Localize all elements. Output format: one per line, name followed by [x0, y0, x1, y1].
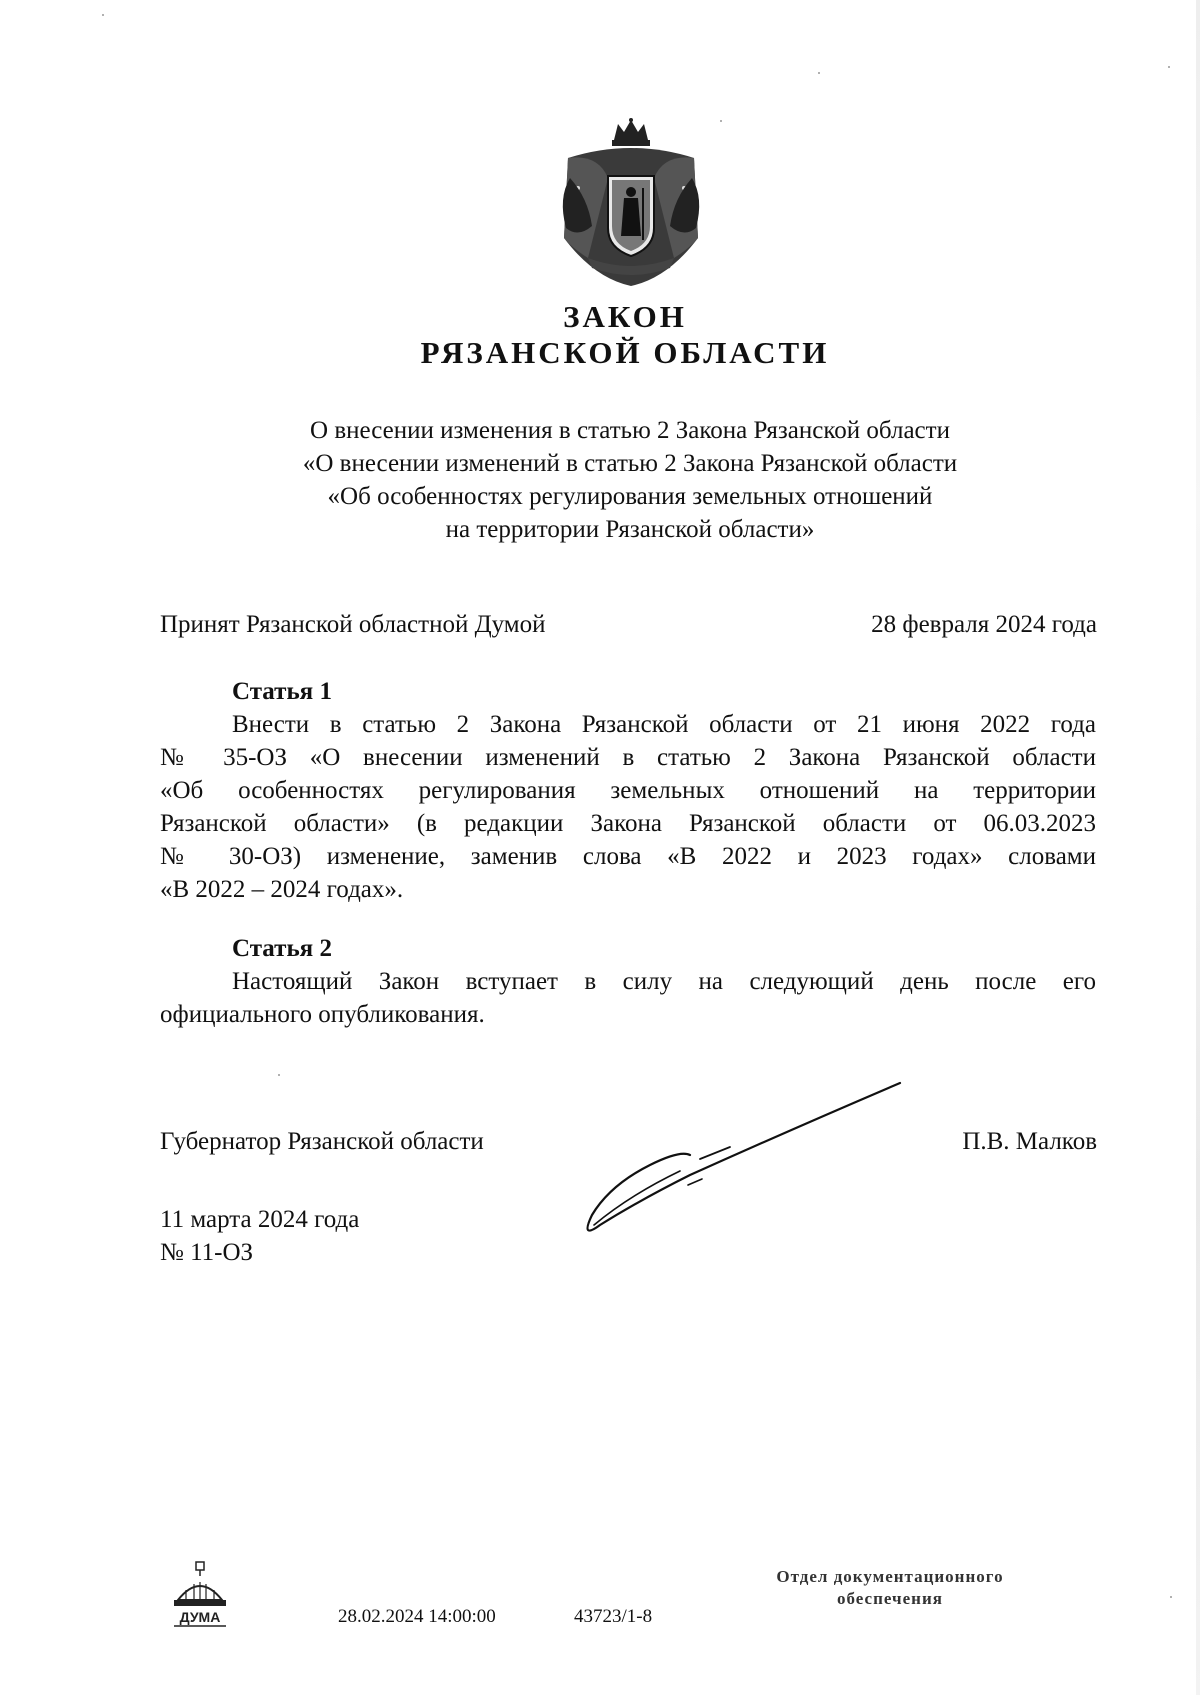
- governor-name: П.В. Малков: [962, 1128, 1097, 1155]
- department-line: Отдел документационного: [776, 1567, 1004, 1586]
- scan-speck: [720, 120, 722, 122]
- law-region-title: РЯЗАНСКОЙ ОБЛАСТИ: [420, 335, 830, 370]
- article-1-line: Внести в статью 2 Закона Рязанской области от 21 июня 2022 года: [232, 711, 1096, 738]
- law-title: ЗАКОН: [563, 299, 687, 334]
- signing-date: 11 марта 2024 года: [160, 1206, 360, 1233]
- article-1-line: «В 2022 – 2024 годах».: [160, 876, 404, 903]
- article-1-line: № 30-ОЗ) изменение, заменив слова «В 2022 и 2023 годах» словами: [160, 843, 1096, 870]
- article-2-line: официального опубликования.: [160, 1001, 485, 1028]
- article-1-line: Рязанской области» (в редакции Закона Рязанской области от 06.03.2023: [160, 810, 1096, 837]
- adopted-date: 28 февраля 2024 года: [871, 611, 1097, 638]
- subject-line: на территории Рязанской области»: [445, 516, 815, 543]
- adopted-by: Принят Рязанской областной Думой: [160, 611, 546, 638]
- scan-speck: [1168, 66, 1170, 68]
- governor-position: Губернатор Рязанской области: [160, 1128, 484, 1155]
- department-stamp: [740, 1566, 1040, 1610]
- article-2-heading: Статья 2: [232, 935, 332, 962]
- stamp-timestamp: 28.02.2024 14:00:00: [338, 1606, 496, 1627]
- article-1-body: [160, 708, 1096, 906]
- duma-logo-icon: [168, 1560, 232, 1630]
- law-subject: [200, 414, 1060, 546]
- article-1-line: № 35-ОЗ «О внесении изменений в статью 2 Закона Рязанской области: [160, 744, 1096, 771]
- stamp-registration-number: 43723/1-8: [574, 1606, 653, 1627]
- department-line: обеспечения: [837, 1589, 943, 1608]
- article-2-line: Настоящий Закон вступает в силу на следующий день после его: [232, 968, 1096, 995]
- subject-line: «О внесении изменений в статью 2 Закона Рязанской области: [302, 450, 958, 477]
- scan-edge: [1196, 0, 1200, 1695]
- subject-line: О внесении изменения в статью 2 Закона Рязанской области: [310, 417, 950, 444]
- scan-speck: [278, 1074, 280, 1076]
- article-2-body: [160, 965, 1096, 1031]
- scan-speck: [1170, 1596, 1172, 1598]
- article-1-heading: Статья 1: [232, 678, 332, 705]
- article-1-line: «Об особенностях регулирования земельных отношений на территории: [160, 777, 1096, 804]
- handwritten-signature-icon: [570, 1075, 910, 1245]
- coat-of-arms-icon: [548, 118, 714, 290]
- duma-logo-text: ДУМА: [179, 1609, 221, 1625]
- scan-speck: [818, 72, 820, 74]
- law-number: № 11-ОЗ: [160, 1239, 254, 1266]
- scan-speck: [102, 14, 104, 16]
- subject-line: «Об особенностях регулирования земельных отношений: [327, 483, 933, 510]
